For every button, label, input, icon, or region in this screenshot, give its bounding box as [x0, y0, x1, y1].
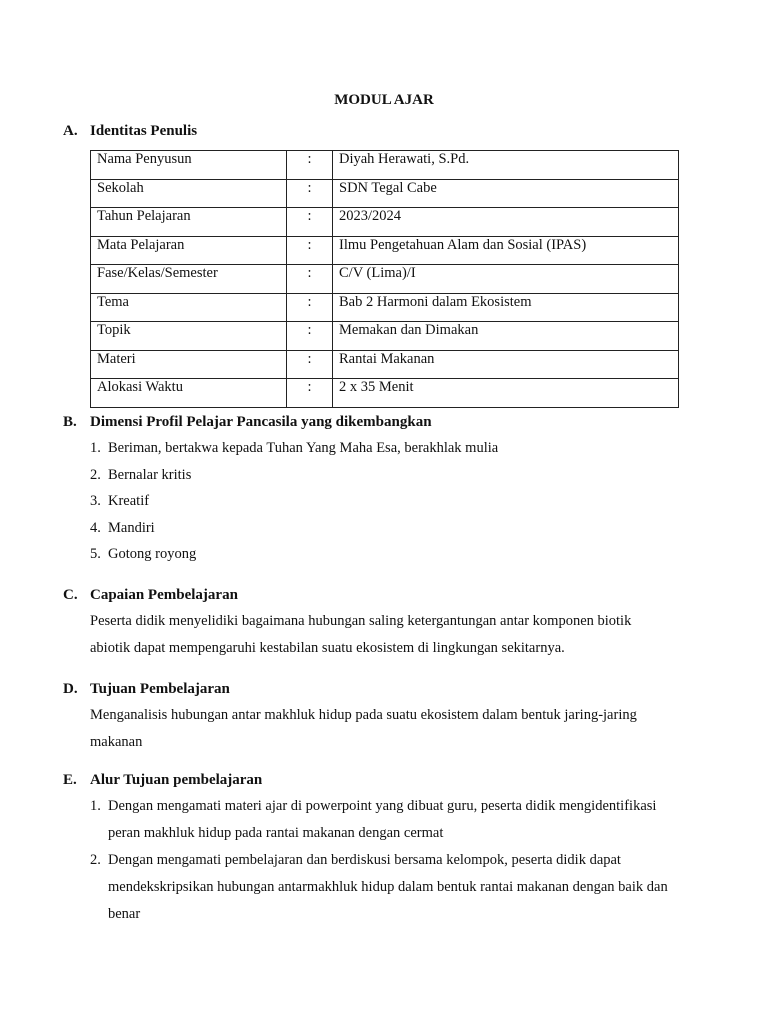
list-text: Beriman, bertakwa kepada Tuhan Yang Maha Esa, berakhlak mulia — [108, 440, 499, 456]
list-text: Bernalar kritis — [108, 466, 192, 483]
profil-list — [90, 440, 498, 573]
row-label: Nama Penyusun — [91, 151, 287, 180]
row-label: Mata Pelajaran — [91, 236, 287, 265]
table-row — [91, 151, 679, 180]
row-separator: : — [287, 379, 333, 408]
list-item — [90, 546, 498, 573]
row-separator: : — [287, 322, 333, 351]
list-number: 2. — [90, 852, 101, 868]
section-title: Identitas Penulis — [90, 123, 198, 139]
list-text: Dengan mengamati materi ajar di powerpoint yang dibuat guru, peserta didik mengidentifikasi peran makhluk hidup pada rantai makanan dengan cermat — [108, 798, 657, 841]
list-item — [90, 847, 670, 928]
table-row — [91, 350, 679, 379]
row-separator: : — [287, 293, 333, 322]
row-value: Diyah Herawati, S.Pd. — [333, 151, 679, 180]
list-text: Mandiri — [108, 519, 155, 536]
list-text: Kreatif — [108, 493, 150, 509]
capaian-paragraph: Peserta didik menyelidiki bagaimana hubungan saling ketergantungan antar komponen biotik abiotik dapat mempengaruhi kestabilan suatu ekosistem di lingkungan sekitarnya. — [90, 613, 632, 656]
row-separator: : — [287, 265, 333, 294]
row-label: Materi — [91, 350, 287, 379]
list-item — [90, 793, 670, 847]
section-title: Tujuan Pembelajaran — [90, 681, 230, 697]
section-letter: D. — [63, 681, 78, 697]
row-value: Bab 2 Harmoni dalam Ekosistem — [333, 293, 679, 322]
list-number: 5. — [90, 546, 101, 562]
list-text: Dengan mengamati pembelajaran dan berdiskusi bersama kelompok, peserta didik dapat mendekskripsikan hubungan antarmakhluk hidup dalam bentuk rantai makanan dengan baik dan benar — [108, 852, 668, 922]
row-separator: : — [287, 350, 333, 379]
row-label: Topik — [91, 322, 287, 351]
table-row — [91, 322, 679, 351]
table-row — [91, 208, 679, 237]
section-letter: E. — [63, 772, 77, 788]
row-label: Fase/Kelas/Semester — [91, 265, 287, 294]
row-label: Sekolah — [91, 179, 287, 208]
table-row — [91, 179, 679, 208]
row-value: Memakan dan Dimakan — [333, 322, 679, 351]
list-item — [90, 520, 498, 547]
section-title: Alur Tujuan pembelajaran — [90, 772, 263, 788]
section-b-heading — [63, 414, 432, 431]
row-separator: : — [287, 179, 333, 208]
alur-list — [90, 793, 670, 928]
section-letter: A. — [63, 123, 78, 139]
section-c-heading — [63, 587, 238, 604]
identity-table — [90, 150, 679, 408]
row-separator: : — [287, 236, 333, 265]
row-value: Rantai Makanan — [333, 350, 679, 379]
table-row — [91, 265, 679, 294]
list-item — [90, 467, 498, 494]
list-text: Gotong royong — [108, 546, 197, 562]
row-value: C/V (Lima)/I — [333, 265, 679, 294]
section-a-heading — [63, 123, 197, 140]
row-separator: : — [287, 151, 333, 180]
section-e-heading — [63, 772, 262, 789]
row-separator: : — [287, 208, 333, 237]
section-letter: B. — [63, 414, 77, 430]
row-value: SDN Tegal Cabe — [333, 179, 679, 208]
document-title: MODUL AJAR — [334, 92, 434, 108]
list-number: 4. — [90, 519, 101, 536]
list-number: 1. — [90, 798, 101, 814]
list-number: 1. — [90, 440, 101, 456]
list-number: 2. — [90, 466, 101, 483]
tujuan-paragraph: Menganalisis hubungan antar makhluk hidup pada suatu ekosistem dalam bentuk jaring-jaring makanan — [90, 707, 637, 750]
table-row — [91, 236, 679, 265]
section-d-heading — [63, 681, 230, 698]
list-number: 3. — [90, 493, 101, 509]
list-item — [90, 493, 498, 520]
row-value: 2 x 35 Menit — [333, 379, 679, 408]
section-title: Dimensi Profil Pelajar Pancasila yang dikembangkan — [90, 414, 432, 430]
row-value: 2023/2024 — [333, 208, 679, 237]
row-label: Alokasi Waktu — [91, 379, 287, 408]
section-letter: C. — [63, 587, 78, 603]
section-title: Capaian Pembelajaran — [90, 587, 238, 603]
row-value: Ilmu Pengetahuan Alam dan Sosial (IPAS) — [333, 236, 679, 265]
list-item — [90, 440, 498, 467]
row-label: Tahun Pelajaran — [91, 208, 287, 237]
table-row — [91, 293, 679, 322]
table-row — [91, 379, 679, 408]
row-label: Tema — [91, 293, 287, 322]
